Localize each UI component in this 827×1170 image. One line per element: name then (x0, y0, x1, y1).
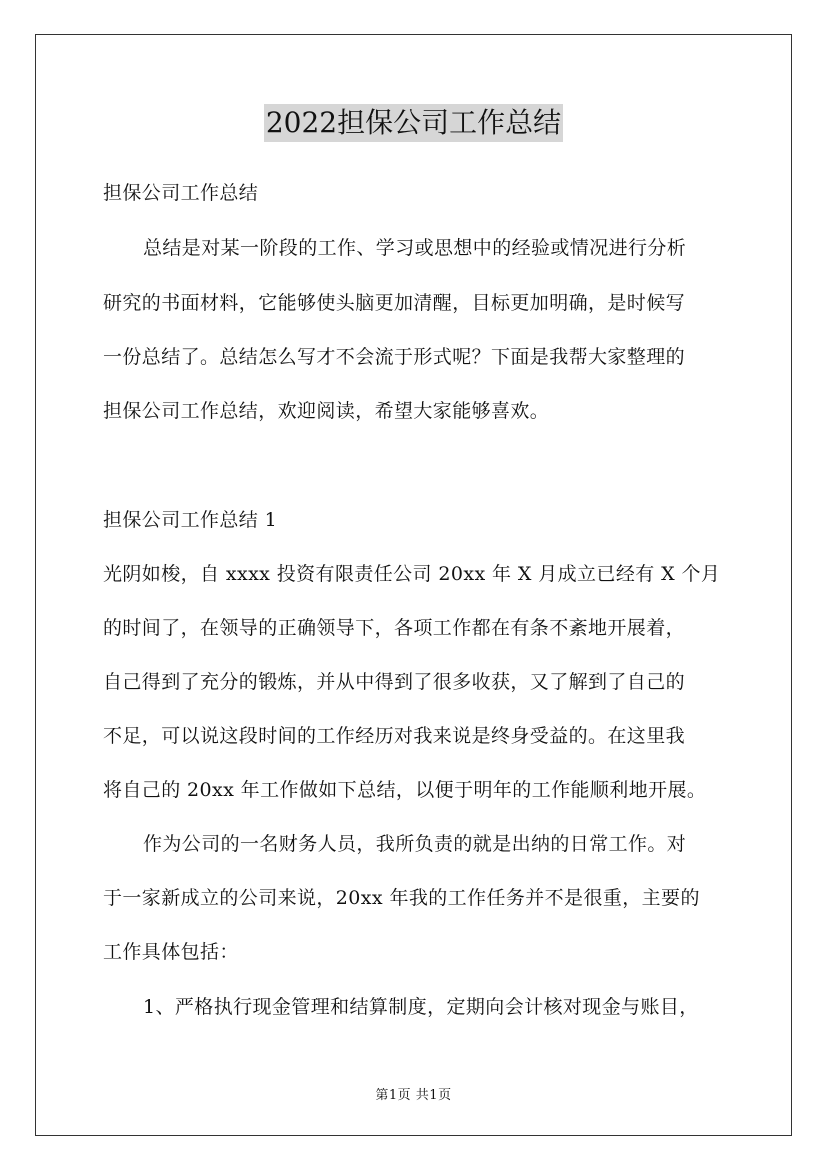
intro-line-1: 总结是对某一阶段的工作、学习或思想中的经验或情况进行分析 (143, 237, 687, 259)
section-heading: 担保公司工作总结 1 (103, 509, 278, 531)
body-line-2: 的时间了，在领导的正确领导下，各项工作都在有条不紊地开展着， (103, 617, 686, 639)
body-line-7: 于一家新成立的公司来说，20xx 年我的工作任务并不是很重，主要的 (103, 887, 700, 909)
subtitle: 担保公司工作总结 (103, 182, 259, 204)
body-line-1: 光阴如梭，自 xxxx 投资有限责任公司 20xx 年 X 月成立已经有 X 个月 (103, 563, 721, 585)
body-line-6: 作为公司的一名财务人员，我所负责的就是出纳的日常工作。对 (143, 833, 687, 855)
body-line-5: 将自己的 20xx 年工作做如下总结，以便于明年的工作能顺利地开展。 (103, 779, 707, 801)
document-title: 2022担保公司工作总结 (264, 104, 563, 142)
body-line-4: 不足，可以说这段时间的工作经历对我来说是终身受益的。在这里我 (103, 725, 686, 747)
body-line-3: 自己得到了充分的锻炼，并从中得到了很多收获，又了解到了自己的 (103, 671, 686, 693)
intro-line-2: 研究的书面材料，它能够使头脑更加清醒，目标更加明确，是时候写 (103, 292, 686, 314)
body-line-8: 工作具体包括： (103, 941, 239, 963)
intro-line-3: 一份总结了。总结怎么写才不会流于形式呢？下面是我帮大家整理的 (103, 346, 686, 368)
body-line-9: 1、严格执行现金管理和结算制度，定期向会计核对现金与账目， (143, 996, 699, 1018)
intro-line-4: 担保公司工作总结，欢迎阅读，希望大家能够喜欢。 (103, 400, 550, 422)
document-title-wrap (0, 104, 827, 142)
page-number: 第1页 共1页 (375, 1088, 452, 1103)
